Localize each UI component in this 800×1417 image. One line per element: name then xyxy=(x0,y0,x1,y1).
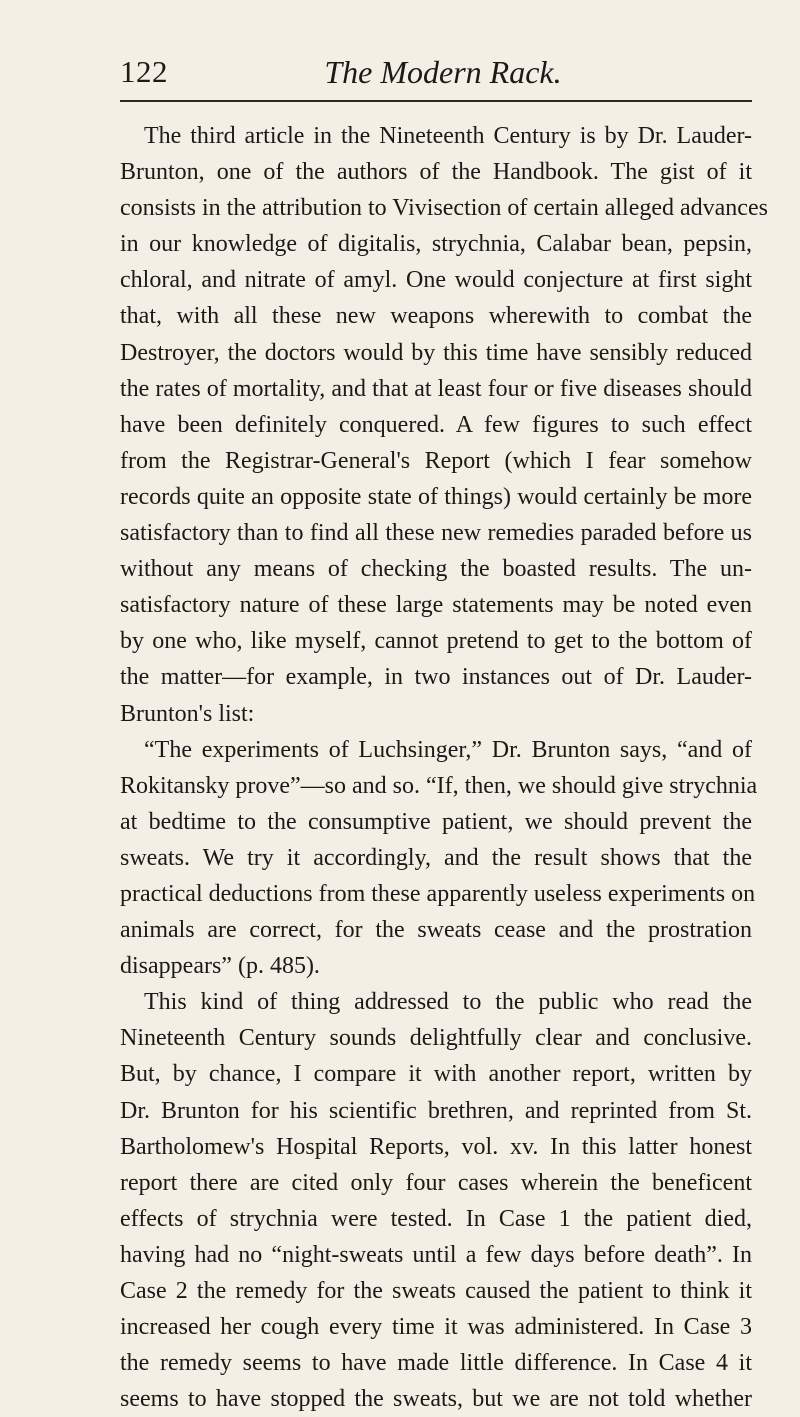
text-line: seems to have stopped the sweats, but we are not told whether xyxy=(120,1386,752,1413)
text-line: Dr. Brunton for his scientific brethren, and reprinted from St. xyxy=(120,1097,752,1124)
page-header xyxy=(120,52,752,92)
text-line: without any means of checking the boasted results. The un- xyxy=(120,556,752,583)
text-line: But, by chance, I compare it with another report, written by xyxy=(120,1061,752,1088)
text-line: The third article in the Nineteenth Century is by Dr. Lauder- xyxy=(144,123,752,149)
text-line: Brunton's list: xyxy=(120,700,255,727)
text-line: having had no “night-sweats until a few days before death”. In xyxy=(120,1241,752,1268)
text-line: in our knowledge of digitalis, strychnia, Calabar bean, pepsin, xyxy=(120,231,752,258)
text-line: “The experiments of Luchsinger,” Dr. Brunton says, “and of xyxy=(144,736,752,763)
text-line: that, with all these new weapons wherewith to combat the xyxy=(120,303,752,330)
running-title: The Modern Rack. xyxy=(324,54,562,90)
header-rule xyxy=(120,100,752,102)
text-line: increased her cough every time it was administered. In Case 3 xyxy=(120,1314,752,1341)
text-line: Rokitansky prove”—so and so. “If, then, we should give strychnia xyxy=(120,772,758,799)
text-line: effects of strychnia were tested. In Case 1 the patient died, xyxy=(120,1205,752,1232)
text-line: sweats. We try it accordingly, and the result shows that the xyxy=(120,844,752,871)
text-line: the matter—for example, in two instances out of Dr. Lauder- xyxy=(120,664,752,691)
text-line: Bartholomew's Hospital Reports, vol. xv. In this latter honest xyxy=(120,1133,752,1160)
text-line: Destroyer, the doctors would by this time have sensibly reduced xyxy=(120,339,752,366)
text-line: consists in the attribution to Vivisection of certain alleged advances xyxy=(120,195,768,222)
text-line: chloral, and nitrate of amyl. One would conjecture at first sight xyxy=(120,267,752,294)
text-line: satisfactory than to find all these new remedies paraded before us xyxy=(120,520,752,547)
text-line: disappears” (p. 485). xyxy=(120,953,320,980)
text-line: practical deductions from these apparently useless experiments on xyxy=(120,880,756,907)
text-line: have been definitely conquered. A few figures to such effect xyxy=(120,411,752,438)
text-line: Brunton, one of the authors of the Handbook. The gist of it xyxy=(120,159,752,186)
text-line: from the Registrar-General's Report (which I fear somehow xyxy=(120,447,752,474)
body-text xyxy=(120,118,768,1417)
text-line: satisfactory nature of these large statements may be noted even xyxy=(120,592,752,619)
text-line: This kind of thing addressed to the public who read the xyxy=(144,989,752,1016)
text-line: the remedy seems to have made little difference. In Case 4 it xyxy=(120,1350,752,1377)
text-line: Case 2 the remedy for the sweats caused the patient to think it xyxy=(120,1278,752,1304)
text-line: Nineteenth Century sounds delightfully clear and conclusive. xyxy=(120,1025,752,1052)
text-line: animals are correct, for the sweats cease and the prostration xyxy=(120,917,752,944)
text-line: report there are cited only four cases wherein the beneficent xyxy=(120,1169,752,1196)
text-line: by one who, like myself, cannot pretend to get to the bottom of xyxy=(120,628,752,655)
page-number: 122 xyxy=(120,54,168,89)
text-line: the rates of mortality, and that at least four or five diseases should xyxy=(120,375,752,402)
text-line: at bedtime to the consumptive patient, we should prevent the xyxy=(120,808,752,835)
text-line: records quite an opposite state of things) would certainly be more xyxy=(120,483,752,510)
